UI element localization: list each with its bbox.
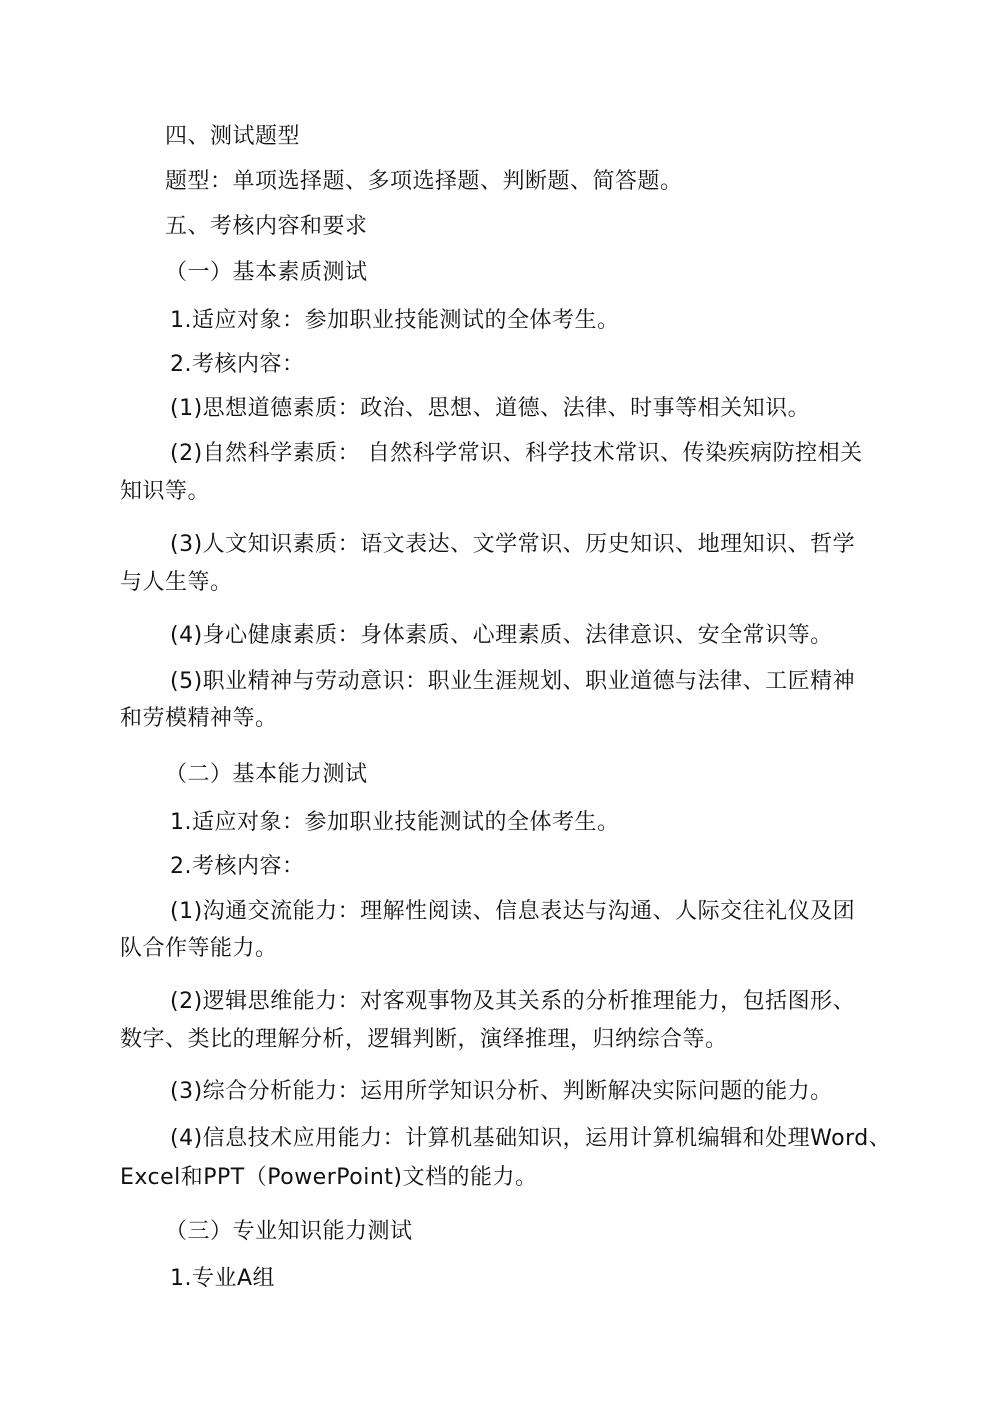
- list-item-moral-quality: (1)思想道德素质：政治、思想、道德、法律、时事等相关知识。: [170, 396, 811, 421]
- subsection-heading-basic-ability: （二）基本能力测试: [165, 762, 368, 787]
- section-heading-content-requirements: 五、考核内容和要求: [165, 214, 368, 239]
- paragraph-assessment-content-1: 2.考核内容：: [170, 352, 305, 377]
- list-item-natural-science-cont: 知识等。: [120, 479, 211, 504]
- list-item-professional-spirit: (5)职业精神与劳动意识：职业生涯规划、职业道德与法律、工匠精神: [170, 669, 856, 694]
- subsection-heading-professional-knowledge: （三）专业知识能力测试: [165, 1219, 413, 1244]
- list-item-logical-thinking-cont: 数字、类比的理解分析，逻辑判断，演绎推理，归纳综合等。: [120, 1027, 728, 1052]
- list-item-humanities-cont: 与人生等。: [120, 570, 233, 595]
- list-item-logical-thinking: (2)逻辑思维能力：对客观事物及其关系的分析推理能力，包括图形、: [170, 989, 856, 1014]
- list-item-it-application: (4)信息技术应用能力：计算机基础知识，运用计算机编辑和处理Word、: [170, 1126, 892, 1151]
- list-item-natural-science: (2)自然科学素质： 自然科学常识、科学技术常识、传染疾病防控相关: [170, 441, 863, 466]
- list-item-communication: (1)沟通交流能力：理解性阅读、信息表达与沟通、人际交往礼仪及团: [170, 899, 856, 924]
- paragraph-applicable-target-1: 1.适应对象：参加职业技能测试的全体考生。: [170, 308, 620, 333]
- list-item-communication-cont: 队合作等能力。: [120, 936, 278, 961]
- paragraph-professional-group-a: 1.专业A组: [170, 1266, 276, 1291]
- list-item-physical-mental-health: (4)身心健康素质：身体素质、心理素质、法律意识、安全常识等。: [170, 623, 833, 648]
- subsection-heading-basic-quality: （一）基本素质测试: [165, 260, 368, 285]
- list-item-professional-spirit-cont: 和劳模精神等。: [120, 706, 278, 731]
- section-heading-test-types: 四、测试题型: [165, 124, 301, 149]
- paragraph-assessment-content-2: 2.考核内容：: [170, 854, 305, 879]
- paragraph-test-types: 题型：单项选择题、多项选择题、判断题、简答题。: [165, 169, 683, 194]
- list-item-it-application-cont: Excel和PPT（PowerPoint)文档的能力。: [120, 1165, 538, 1190]
- paragraph-applicable-target-2: 1.适应对象：参加职业技能测试的全体考生。: [170, 810, 620, 835]
- list-item-comprehensive-analysis: (3)综合分析能力：运用所学知识分析、判断解决实际问题的能力。: [170, 1079, 833, 1104]
- list-item-humanities: (3)人文知识素质：语文表达、文学常识、历史知识、地理知识、哲学: [170, 532, 856, 557]
